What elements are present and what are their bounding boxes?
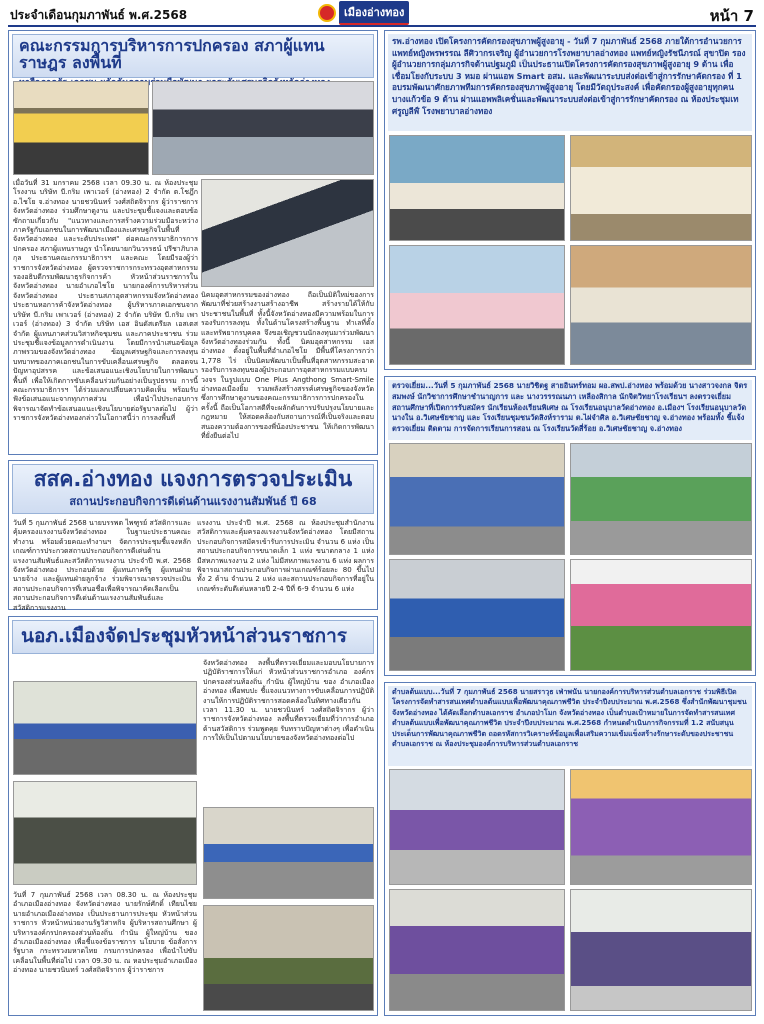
article-headline: ตรวจเยี่ยม...วันที่ 5 กุมภาพันธ์ 2568 นายวิชิตฐ สายอินทร์ทอม ผอ.สพป.อ่างทอง พร้อมด้วย นางสาวจงกล จิตรสมพงษ์ นักวิชาการศึกษาชำนาญการ และ นางวรรรณนภา เหลืองสิกาล นักจิตวิทยาโรงเรียนฯ ลงตรวจเยี่ยม สถานศึกษาที่เปิดการรับสมัคร นักเรียนห้องเรียนพิเศษ ณ โรงเรียนอนุบาลวัดอ่างทอง อ.เมืองฯ โรงเรียนอนุบาลวัดนางใน อ.วิเศษชัยชาญ และ โรงเรียนชุมชนวัดสิงห์ราราม ต.ไผ่จำศิล อ.วิเศษชัยชาญ จ.อ่างทอง พร้อมทั้ง ชี้แจ้งตรวจเยี่ยม ติดตาม การจัดการเรียนการสอน ณ โรงเรียนวัดสี่ร้อย อ.วิเศษชัยชาญ จ.อ่างทอง [392,381,748,434]
article-school-inspection [384,376,756,676]
photo-exercise-demo [570,135,752,241]
article-title: นอภ.เมืองจัดประชุมหัวหน้าส่วนราชการ [21,625,347,647]
article-title-bar [12,620,374,654]
page-number: หน้า 7 [709,7,754,25]
article-title: คณะกรรมการบริหารการปกครอง สภาผู้แทนราษฎร ลงพื้นที่ [19,36,325,72]
article-body-col2: นิคมอุตสาหกรรมของอ่างทอง ถือเป็นมิติใหม่ของการพัฒนาที่ช่วยสร้างงานสร้างอาชีพ สร้างรายได้ให้กับประชาชนในพื้นที่ ทั้งนี้จังหวัดอ่างทองมีความพร้อมในการรองรับการลงทุน ทั้งในด้านโครงสร้างพื้นฐาน ทำเลที่ตั้ง และทรัพยากรบุคคล จึงขอเชิญชวนนักลงทุนมาร่วมพัฒนาจังหวัดอ่างทองร่วมกัน ทั้งนี้ นิคมอุตสาหกรรม เอส อ่างทอง ตั้งอยู่ในพื้นที่อำเภอไชโย มีพื้นที่โครงการกว่า 1,778 ไร่ เป็นนิคมพัฒนาเป็นพื้นที่อุตสาหกรรมสะอาด รองรับการลงทุนของผู้ประกอบการอุตสาหกรรมแบบครบวงจร ในรูปแบบ One Plus Angthong Smart-Smile อ่างทองเมืองยิ้ม รวมพลังสร้างสรรค์เศรษฐกิจของจังหวัด ซึ่งการศึกษาดูงานของคณะกรรมาธิการการปกครองในครั้งนี้ ถือเป็นโอกาสดีที่จะผลักดันการปรับปรุงนโยบายและกฎหมาย ให้สอดคล้องกับสถานการณ์ที่เป็นจริงและตอบสนองความต้องการของพี่น้องประชาชน ให้เกิดการพัฒนาที่ยั่งยืนต่อไป [201,291,374,441]
article-hospital-screening [384,30,756,370]
photo-officials-seated [203,807,374,899]
article-headline-box [388,380,752,440]
photo-workshop-tables [570,769,752,885]
article-district-meeting [8,616,378,1016]
issue-date: ประจำเดือนกุมภาพันธ์ พ.ศ.2568 [10,8,188,22]
logo-text: เมืองอ่างทอง [339,1,409,25]
photo-seniors-group [389,245,565,365]
article-labour-evaluation [8,460,378,610]
article-headline-box [388,686,752,766]
article-title-bar [12,464,374,514]
photo-meeting-head-table [13,81,149,175]
photo-conference-room [201,179,374,287]
header-rule [8,25,756,27]
photo-speaker-podium [389,135,565,241]
article-body-col1: เมื่อวันที่ 31 มกราคม 2568 เวลา 09.30 น. ณ ห้องประชุมโรงงาน บริษัท บี.กริม เพาเวอร์ (อ่างทอง) 2 จำกัด ต.โชฎึก อ.ไชโย จ.อ่างทอง นายชวนินทร์ วงศ์สถิตจิรากร ผู้ว่าราชการจังหวัดอ่างทอง ร่วมศึกษาดูงาน และประชุมชี้แจงและตอบข้อซักถามเกี่ยวกับ "แนวทางและการสร้างความร่วมมือระหว่างภาครัฐกับเอกชนในการพัฒนาเมืองและเศรษฐกิจในพื้นที่จังหวัดอ่างทอง และระดับประเทศ" ต่อคณะกรรมาธิการการปกครอง สภาผู้แทนราษฎร นำโดยนายกวินวรรธน์ ปรีชาภิบาลกุล ประธานคณะกรรมาธิการฯ และคณะ โดยมีรองผู้ว่าราชการจังหวัดอ่างทอง ผู้ตรวจราชการกระทรวงอุตสาหกรรม รองอธิบดีกรมพัฒนาธุรกิจการค้า หัวหน้าส่วนราชการในจังหวัดอ่างทอง นายอำเภอไชโย นายกองค์การบริหารส่วนจังหวัดอ่างทอง ประธานสภาอุตสาหกรรมจังหวัดอ่างทอง ประธานหอการค้าจังหวัดอ่างทอง ผู้บริหารภาคเอกชนจากบริษัท บี.กริม เพาเวอร์ (อ่างทอง) 2 จำกัด บริษัท บี.กริม เพาเวอร์ (อ่างทอง) 3 จำกัด บริษัท เอส อินดัสเตรียล เอสเตส จำกัด ผู้แทนภาคส่วนวิสาหกิจชุมชน และภาคประชาชน ร่วมประชุมชี้แจงข้อมูลการดำเนินงาน โดยมีการนำเสนอข้อมูลภาพรวมของจังหวัดอ่างทอง ข้อมูลเศรษฐกิจและการลงทุน บทบาทของภาคเอกชนในการขับเคลื่อนเศรษฐกิจ ตลอดจนปัญหาอุปสรรค และข้อเสนอแนะเชิงนโยบายในการพัฒนาพื้นที่ เพื่อให้เกิดการขับเคลื่อนร่วมกันอย่างเป็นรูปธรรม การนี้คณะกรรมาธิการฯ ได้ร่วมแลกเปลี่ยนความคิดเห็น พร้อมรับฟังข้อเสนอแนะจากทุกภาคส่วน เพื่อนำไปประกอบการพิจารณาจัดทำข้อเสนอแนะเชิงนโยบายต่อรัฐบาลต่อไป ผู้ว่าราชการจังหวัดอ่างทองกล่าวในโอกาสนี้ว่า การลงพื้นที่ [13,179,198,423]
article-model-subdistrict [384,682,756,1016]
masthead-logo [318,2,430,24]
article-body-right: จังหวัดอ่างทอง ลงพื้นที่ตรวจเยี่ยมและมอบนโยบายการปฏิบัติราชการให้แก่ หัวหน้าส่วนราชการอำเภอ องค์กรปกครองส่วนท้องถิ่น กำนัน ผู้ใหญ่บ้าน ของ อำเภอเมืองอ่างทอง เพื่อพบปะ ชี้แจงแนวทางการขับเคลื่อนการปฏิบัติงานให้การปฏิบัติราชการสอดคล้องในทิศทางเดียวกัน เวลา 11.30 น. นายชวนินทร์ วงศ์สถิตจิรากร ผู้ว่าราชการจังหวัดอ่างทอง ลงพื้นที่ตรวจเยี่ยมที่ว่าการอำเภอ ด้านสวัสดิการ ร่วมพูดคุย รับทราบปัญหาต่างๆ เพื่อดำเนินการให้เป็นไปตามนโยบายของจังหวัดอ่างทองต่อไป [203,659,374,743]
article-headline: ตำบลต้นแบบ...วันที่ 7 กุมภาพันธ์ 2568 นายสราวุธ เฟ่าพนัน นายกองค์การบริหารส่วนตำบลเอกราช ร่วมพิธีเปิดโครงการจัดทำสารสนเทศตำบลต้นแบบเพื่อพัฒนาคุณภาพชีวิต ประจำปีงบประมาณ พ.ศ.2568 ซึ่งสำนักพัฒนาชุมชนจังหวัดอ่างทอง ได้คัดเลือกตำบลเอกราช อำเภอป่าโมก จังหวัดอ่างทอง เป็นตำบลเป้าหมายในการจัดทำสารสนเทศตำบลต้นแบบเพื่อพัฒนาคุณภาพชีวิต ประจำปีงบประมาณ พ.ศ.2568 กำหนดดำเนินการกิจกรรมที่ 1.2 สนับสนุนประเด็นการพัฒนาคุณภาพชีวิต ถอดรหัสการวิเคราะห์ข้อมูลเพื่อเสริมความเข้มแข็งสร้างรักษาระดับของประชาชนตำบลเอกราช ณ ห้องประชุมองค์การบริหารส่วนตำบลเอกราช [392,687,747,749]
photo-screening-hall [570,245,752,365]
seal-icon [318,4,336,22]
article-body-left: วันที่ 7 กุมภาพันธ์ 2568 เวลา 08.30 น. ณ ห้องประชุมอำเภอเมืองอ่างทอง จังหวัดอ่างทอง นายรักษ์ศักดิ์ เทียนไชย นายอำเภอเมืองอ่างทอง เป็นประธานการประชุม หัวหน้าส่วนราชการ หัวหน้าหน่วยงานรัฐวิสาหกิจ ผู้บริหารสถานศึกษา ผู้บริหารองค์กรปกครองส่วนท้องถิ่น กำนัน ผู้ใหญ่บ้าน ของ อำเภอเมืองอ่างทอง เพื่อชี้แจงข้อราชการ นโยบาย ข้อสั่งการรัฐบาล กระทรวงมหาดไทย กรมการปกครอง เพื่อนำไปขับเคลื่อนในพื้นที่ต่อไป เวลา 09.30 น. ณ หอประชุมอำเภอเมืองอ่างทอง นายชวนินทร์ วงศ์สถิตจิรากร ผู้ว่าราชการ [13,891,197,975]
article-parliament-visit [8,30,378,455]
photo-group-discussion [389,889,565,1011]
article-title-bar [12,34,374,78]
photo-classroom-visit [389,559,565,671]
photo-outdoor-ceremony [203,905,374,1011]
photo-meeting-participants [152,81,374,175]
article-body-col2: แรงงาน ประจำปี พ.ศ. 2568 ณ ห้องประชุมสำนักงานสวัสดิการและคุ้มครองแรงงานจังหวัดอ่างทอง โดยมีสถานประกอบกิจการสมัครเข้ารับการประเมิน จำนวน 6 แห่ง เป็นสถานประกอบกิจการขนาดเล็ก 1 แห่ง ขนาดกลาง 1 แห่ง มีสหภาพแรงงาน 2 แห่ง ไม่มีสหภาพแรงงาน 6 แห่ง ผลการพิจารณาสถานประกอบกิจการผ่านเกณฑ์ร้อยละ 80 ขึ้นไปทั้ง 2 ด้าน จำนวน 2 แห่ง และสถานประกอบกิจการที่อยู่ในเกณฑ์ระดับดีเด่นหลายปี 2-4 ปีที่ 6-9 จำนวน 6 แห่ง [197,519,374,593]
photo-teachers-outdoor [570,443,752,555]
photo-meeting-hall [13,681,197,775]
article-body-col1: วันที่ 5 กุมภาพันธ์ 2568 นายบรรพต ไพฑูรย์ สวัสดิการและคุ้มครองแรงงานจังหวัดอ่างทอง ในฐานะประธานคณะทำงาน พร้อมด้วยคณะทำงานฯ จัดการประชุมชี้แจงหลักเกณฑ์การประกวดสถานประกอบกิจการดีเด่นด้านแรงงานสัมพันธ์และสวัสดิการแรงงาน ประจำปี พ.ศ. 2568 จังหวัดอ่างทอง ประกอบด้วย ผู้แทนภาครัฐ ผู้แทนฝ่ายนายจ้าง และผู้แทนฝ่ายลูกจ้าง ร่วมพิจารณาตรวจประเมินสถานประกอบกิจการที่เสนอชื่อเพื่อพิจารณาคัดเลือกเป็นสถานประกอบกิจการดีเด่นด้านแรงงานสัมพันธ์และสวัสดิการแรงงาน [13,519,191,612]
article-headline: รพ.อ่างทอง เปิดโครงการคัดกรองสุขภาพผู้สูงอายุ - วันที่ 7 กุมภาพันธ์ 2568 ภายใต้การอำนวยการ แพทย์หญิงพรพรรณ ลีศิวากรเจริญ ผู้อำนวยการโรงพยาบาลอ่างทอง แพทย์หญิงรัชนีภรณ์ สุขาปิด รองผู้อำนวยการกลุ่มภารกิจด้านปฐมภูมิ เป็นประธานเปิดโครงการคัดกรองสุขภาพผู้สูงอายุ 9 ด้าน เพื่อเชื่อมโยงกับระบบ 3 หมอ ผ่านแอพ Smart อสม. และพัฒนาระบบส่งต่อเข้าสู่การรักษาคัดกรอง ที่ 1 อบรมพัฒนาศักยภาพทีมการคัดกรองสุขภาพผู้สูงอายุ โดยมีวัตถุประสงค์ เพื่อคัดกรองผู้สูงอายุทุกคนบางแก้วข้อ 9 ด้าน ผ่านแอพพลิเคชั่นและพัฒนาระบบส่งต่อเข้าสู่การรักษาคัดกรอง ณ ห้องประชุมเทศรูญลีฬ์ โรงพยาบาลอ่างทอง [392,36,746,116]
article-subtitle: สถานประกอบกิจการดีเด่นด้านแรงงานสัมพันธ์ ปี 68 [69,495,317,509]
photo-group-standing [13,781,197,885]
article-title: สสค.อ่างทอง แจงการตรวจประเมิน [33,467,353,491]
article-headline-box [388,34,752,131]
photo-students-banner [570,559,752,671]
photo-opening-speech [389,769,565,885]
photo-school-staff-group [389,443,565,555]
photo-group-certificates [570,889,752,1011]
